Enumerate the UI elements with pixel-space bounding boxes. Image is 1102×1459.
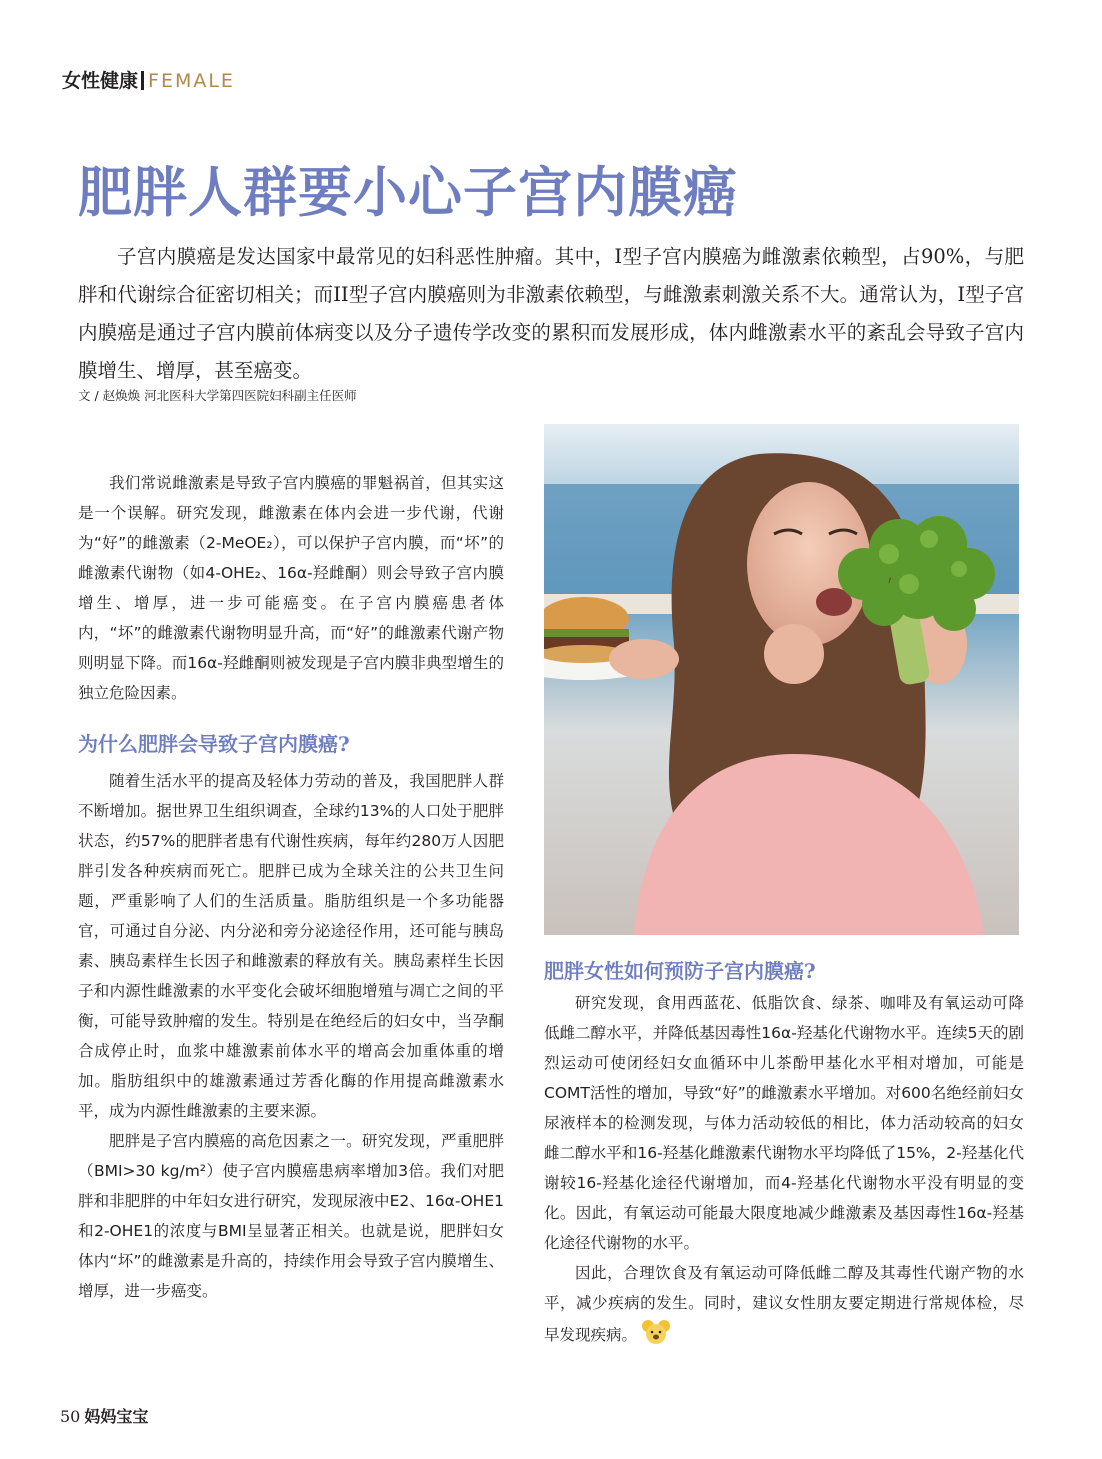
lead-paragraph: 子宫内膜癌是发达国家中最常见的妇科恶性肿瘤。其中，I型子宫内膜癌为雌激素依赖型，占90%，与肥胖和代谢综合征密切相关；而II型子宫内膜癌则为非激素依赖型，与雌激素刺激关系不大。通常认为，I型子宫内膜癌是通过子宫内膜前体病变以及分子遗传学改变的累积而发展形成，体内雌激素水平的紊乱会导致子宫内膜增生、增厚，甚至癌变。 xyxy=(78,245,1024,382)
section-label-cn: 女性健康 xyxy=(62,70,139,92)
article-title: 肥胖人群要小心子宫内膜癌 xyxy=(78,160,738,224)
page-footer xyxy=(60,1404,148,1427)
photo-illustration xyxy=(544,424,1019,935)
closing-paragraph xyxy=(544,1258,1024,1350)
divider xyxy=(141,71,144,90)
body-paragraph: 研究发现，食用西蓝花、低脂饮食、绿茶、咖啡及有氧运动可降低雌二醇水平，并降低基因毒性16α-羟基化代谢物水平。连续5天的剧烈运动可使闭经妇女血循环中儿茶酚甲基化水平相对增加，可能是COMT活性的增加，导致“好”的雌激素水平增加。对600名绝经前妇女尿液样本的检测发现，与体力活动较低的相比，体力活动较高的妇女雌二醇水平和16-羟基化雌激素代谢物水平均降低了15%，2-羟基化代谢较16-羟基化途径代谢增加，而4-羟基化代谢物水平没有明显的变化。因此，有氧运动可能最大限度地减少雌激素及基因毒性16α-羟基化途径代谢物的水平。 xyxy=(544,994,1024,1252)
body-paragraph: 随着生活水平的提高及轻体力劳动的普及，我国肥胖人群不断增加。据世界卫生组织调查，全球约13%的人口处于肥胖状态，约57%的肥胖者患有代谢性疾病，每年约280万人因肥胖引发各种疾病而死亡。肥胖已成为全球关注的公共卫生问题，严重影响了人们的生活质量。脂肪组织是一个多功能器官，可通过自分泌、内分泌和旁分泌途径作用，还可能与胰岛素、胰岛素样生长因子和雌激素的释放有关。胰岛素样生长因子和内源性雌激素的水平变化会破坏细胞增殖与凋亡之间的平衡，可能导致肿瘤的发生。特别是在绝经后的妇女中，当孕酮合成停止时，血浆中雄激素前体水平的增高会加重体重的增加。脂肪组织中的雄激素通过芳香化酶的作用提高雌激素水平，成为内源性雌激素的主要来源。 xyxy=(78,772,504,1120)
section-header xyxy=(62,66,235,93)
section-heading-how: 肥胖女性如何预防子宫内膜癌? xyxy=(544,959,816,983)
byline: 文 / 赵焕焕 河北医科大学第四医院妇科副主任医师 xyxy=(78,388,357,403)
body-paragraph: 肥胖是子宫内膜癌的高危因素之一。研究发现，严重肥胖（BMI>30 kg/m²）使子宫内膜癌患病率增加3倍。我们对肥胖和非肥胖的中年妇女进行研究，发现尿液中E2、16α-OHE1和2-OHE1的浓度与BMI呈显著正相关。也就是说，肥胖妇女体内“坏”的雌激素是升高的，持续作用会导致子宫内膜增生、增厚，进一步癌变。 xyxy=(78,1132,504,1300)
page-number: 50 xyxy=(60,1407,81,1426)
right-column xyxy=(544,988,1024,1350)
koala-icon xyxy=(641,1318,671,1348)
left-column xyxy=(78,468,504,1306)
section-label-en: FEMALE xyxy=(148,70,235,92)
woman-eating-broccoli-photo xyxy=(544,424,1019,935)
closing-text: 因此，合理饮食及有氧运动可降低雌二醇及其毒性代谢产物的水平，减少疾病的发生。同时，建议女性朋友要定期进行常规体检，尽早发现疾病。 xyxy=(544,1264,1024,1344)
section-heading-why: 为什么肥胖会导致子宫内膜癌? xyxy=(78,732,350,756)
intro-paragraph: 我们常说雌激素是导致子宫内膜癌的罪魁祸首，但其实这是一个误解。研究发现，雌激素在体内会进一步代谢，代谢为“好”的雌激素（2-MeOE₂），可以保护子宫内膜，而“坏”的雌激素代谢物（如4-OHE₂、16α-羟雌酮）则会导致子宫内膜增生、增厚，进一步可能癌变。在子宫内膜癌患者体内，“坏”的雌激素代谢物明显升高，而“好”的雌激素代谢产物则明显下降。而16α-羟雌酮则被发现是子宫内膜非典型增生的独立危险因素。 xyxy=(78,474,504,702)
magazine-name: 妈妈宝宝 xyxy=(84,1407,149,1426)
